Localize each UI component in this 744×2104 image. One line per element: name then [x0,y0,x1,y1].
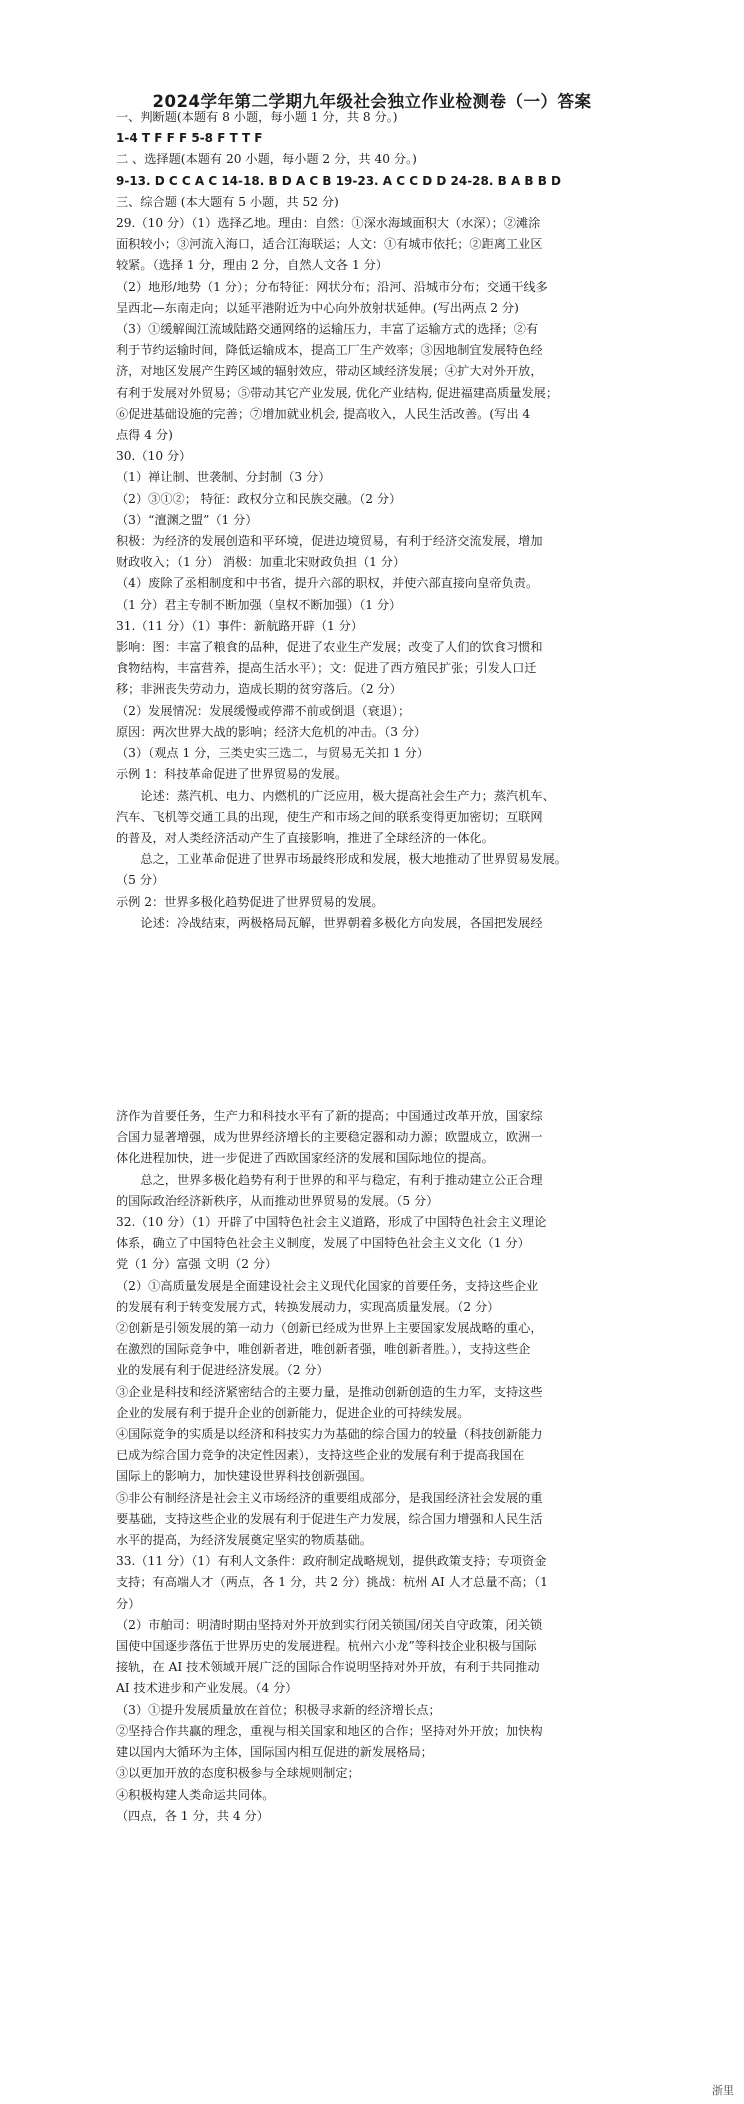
answer-line: （四点，各 1 分，共 4 分） [116,1808,269,1823]
answer-line: 二 、选择题(本题有 20 小题，每小题 2 分，共 40 分。) [116,152,417,167]
answer-line: 在激烈的国际竞争中，唯创新者进，唯创新者强，唯创新者胜。），支持这些企 [116,1342,531,1357]
answer-line: （2）①高质量发展是全面建设社会主义现代化国家的首要任务，支持这些企业 [116,1278,539,1293]
answer-line: 业的发展有利于促进经济发展。（2 分） [116,1363,329,1378]
answer-line: （3）①提升发展质量放在首位；积极寻求新的经济增长点； [116,1702,441,1717]
answer-line: 三、综合题 (本大题有 5 小题，共 52 分) [116,194,339,209]
answer-line: AI 技术进步和产业发展。（4 分） [116,1681,298,1696]
answer-line: 已成为综合国力竞争的决定性因素），支持这些企业的发展有利于提高我国在 [116,1448,525,1463]
answer-line: 国使中国逐步落伍于世界历史的发展进程。杭州六小龙”等科技企业积极与国际 [116,1639,537,1654]
answer-line: （5 分） [116,873,165,888]
answer-line: 支持；有高端人才（两点，各 1 分，共 2 分）挑战：杭州 AI 人才总量不高；（1 [116,1575,548,1590]
answer-line: 党（1 分）富强 文明（2 分） [116,1257,278,1272]
answer-line: 体系，确立了中国特色社会主义制度，发展了中国特色社会主义文化（1 分） [116,1236,530,1251]
answer-line: 论述：蒸汽机、电力、内燃机的广泛应用，极大提高社会生产力；蒸汽机车、 [140,788,555,803]
answer-line: 较紧。（选择 1 分，理由 2 分，自然人文各 1 分） [116,258,388,273]
answer-line: （3）（观点 1 分，三类史实三选二，与贸易无关扣 1 分） [116,746,429,761]
answer-line: 示例 2：世界多极化趋势促进了世界贸易的发展。 [116,894,384,909]
answer-line: （3）“澶渊之盟”（1 分） [116,512,258,527]
answer-line: 利于节约运输时间，降低运输成本，提高工厂生产效率；③因地制宜发展特色经 [116,343,543,358]
answer-line: 企业的发展有利于提升企业的创新能力，促进企业的可持续发展。 [116,1405,470,1420]
answer-line: 的发展有利于转变发展方式，转换发展动力，实现高质量发展。（2 分） [116,1299,500,1314]
answer-line: （4）废除了丞相制度和中书省，提升六部的职权，并使六部直接向皇帝负责。 [116,576,539,591]
answer-line: （2）市舶司：明清时期由坚持对外开放到实行闭关锁国/闭关自守政策，闭关锁 [116,1617,543,1632]
answer-line: ④国际竞争的实质是以经济和科技实力为基础的综合国力的较量（科技创新能力 [116,1427,543,1442]
answer-line: 济，对地区发展产生跨区域的辐射效应，带动区域经济发展；④扩大对外开放， [116,364,543,379]
answer-line: 体化进程加快，进一步促进了西欧国家经济的发展和国际地位的提高。 [116,1151,494,1166]
answer-line: 呈西北—东南走向；以延平港附近为中心向外放射状延伸。(写出两点 2 分) [116,300,519,315]
answer-line: 点得 4 分) [116,428,173,443]
answer-line: 水平的提高，为经济发展奠定坚实的物质基础。 [116,1533,372,1548]
answer-line: （1）禅让制、世袭制、分封制（3 分） [116,470,331,485]
answer-line: 33.（11 分）（1）有利人文条件：政府制定战略规划，提供政策支持；专项资金 [116,1554,547,1569]
answer-line: 总之，工业革命促进了世界市场最终形成和发展，极大地推动了世界贸易发展。 [140,852,567,867]
answer-line: 接轨，在 AI 技术领域开展广泛的国际合作说明坚持对外开放，有利于共同推动 [116,1660,540,1675]
answer-line: （2）发展情况：发展缓慢或停滞不前或倒退（衰退）； [116,703,411,718]
answer-line: 分） [116,1596,141,1611]
answer-line: （1 分）君主专制不断加强（皇权不断加强）（1 分） [116,597,402,612]
answer-line: 移；非洲丧失劳动力，造成长期的贫穷落后。（2 分） [116,682,402,697]
answer-line: 的普及，对人类经济活动产生了直接影响，推进了全球经济的一体化。 [116,830,494,845]
answer-line: （2）③①②； 特征：政权分立和民族交融。（2 分） [116,491,402,506]
answer-line: 财政收入；（1 分） 消极：加重北宋财政负担（1 分） [116,555,406,570]
answer-line: ③以更加开放的态度积极参与全球规则制定； [116,1766,360,1781]
answers-section-lower [116,1106,636,1827]
answer-line: ⑥促进基础设施的完善；⑦增加就业机会, 提高收入，人民生活改善。(写出 4 [116,406,531,421]
answer-line: 建以国内大循环为主体，国际国内相互促进的新发展格局； [116,1745,433,1760]
answer-line: 济作为首要任务，生产力和科技水平有了新的提高；中国通过改革开放，国家综 [116,1109,543,1123]
answer-line: 32.（10 分）（1）开辟了中国特色社会主义道路，形成了中国特色社会主义理论 [116,1215,547,1230]
answer-line: ③企业是科技和经济紧密结合的主要力量，是推动创新创造的生力军，支持这些 [116,1384,543,1399]
answer-line: 国际上的影响力，加快建设世界科技创新强国。 [116,1469,372,1484]
answer-line: 原因：两次世界大战的影响；经济大危机的冲击。（3 分） [116,724,427,739]
answers-section-upper [116,107,636,934]
watermark-text: 浙里 [712,2084,734,2097]
answer-line: 9-13. D C C A C 14-18. B D A C B 19-23. A C C D D 24-28. B A B B D [116,173,562,188]
answer-line: 总之，世界多极化趋势有利于世界的和平与稳定，有利于推动建立公正合理 [140,1172,543,1187]
answer-line: 示例 1：科技革命促进了世界贸易的发展。 [116,767,348,782]
answer-line: 论述：冷战结束，两极格局瓦解，世界朝着多极化方向发展，各国把发展经 [140,915,543,930]
answer-line: （2）地形/地势（1 分）；分布特征：网状分布；沿河、沿城市分布；交通干线多 [116,279,548,294]
answer-line: ④积极构建人类命运共同体。 [116,1787,275,1802]
answer-line: 积极：为经济的发展创造和平环境，促进边境贸易，有利于经济交流发展，增加 [116,534,543,549]
answer-line: 1-4 T F F F 5-8 F T T F [116,131,263,146]
answer-line: 31.（11 分）（1）事件：新航路开辟（1 分） [116,618,364,633]
answer-line: ⑤非公有制经济是社会主义市场经济的重要组成部分，是我国经济社会发展的重 [116,1490,543,1505]
answer-line: 影响：图：丰富了粮食的品种，促进了农业生产发展；改变了人们的饮食习惯和 [116,640,543,655]
answer-line: 汽车、飞机等交通工具的出现，使生产和市场之间的联系变得更加密切；互联网 [116,809,543,824]
page-title: 2024学年第二学期九年级社会独立作业检测卷（一）答案 [152,92,592,111]
answer-line: 食物结构，丰富营养，提高生活水平）；文：促进了西方殖民扩张；引发人口迁 [116,661,537,676]
answer-line: （3）①缓解闽江流域陆路交通网络的运输压力，丰富了运输方式的选择；②有 [116,322,539,337]
answer-line: 合国力显著增强，成为世界经济增长的主要稳定器和动力源；欧盟成立，欧洲一 [116,1130,543,1145]
answer-line: 29.（10 分）（1）选择乙地。理由：自然：①深水海域面积大（水深）；②滩涂 [116,216,541,231]
answer-line: 面积较小；③河流入海口，适合江海联运；人文：①有城市依托；②距离工业区 [116,237,543,252]
answer-line: 要基础，支持这些企业的发展有利于促进生产力发展，综合国力增强和人民生活 [116,1511,543,1526]
answer-line: ②坚持合作共赢的理念，重视与相关国家和地区的合作；坚持对外开放；加快构 [116,1723,543,1738]
answer-line: 有利于发展对外贸易；⑤带动其它产业发展, 优化产业结构, 促进福建高质量发展； [116,385,559,400]
answer-line: 的国际政治经济新秩序，从而推动世界贸易的发展。（5 分） [116,1193,439,1208]
answer-line: ②创新是引领发展的第一动力（创新已经成为世界上主要国家发展战略的重心， [116,1321,543,1336]
answer-line: 30.（10 分） [116,449,192,464]
answer-line: 一、判断题(本题有 8 小题，每小题 1 分，共 8 分。) [116,110,398,124]
